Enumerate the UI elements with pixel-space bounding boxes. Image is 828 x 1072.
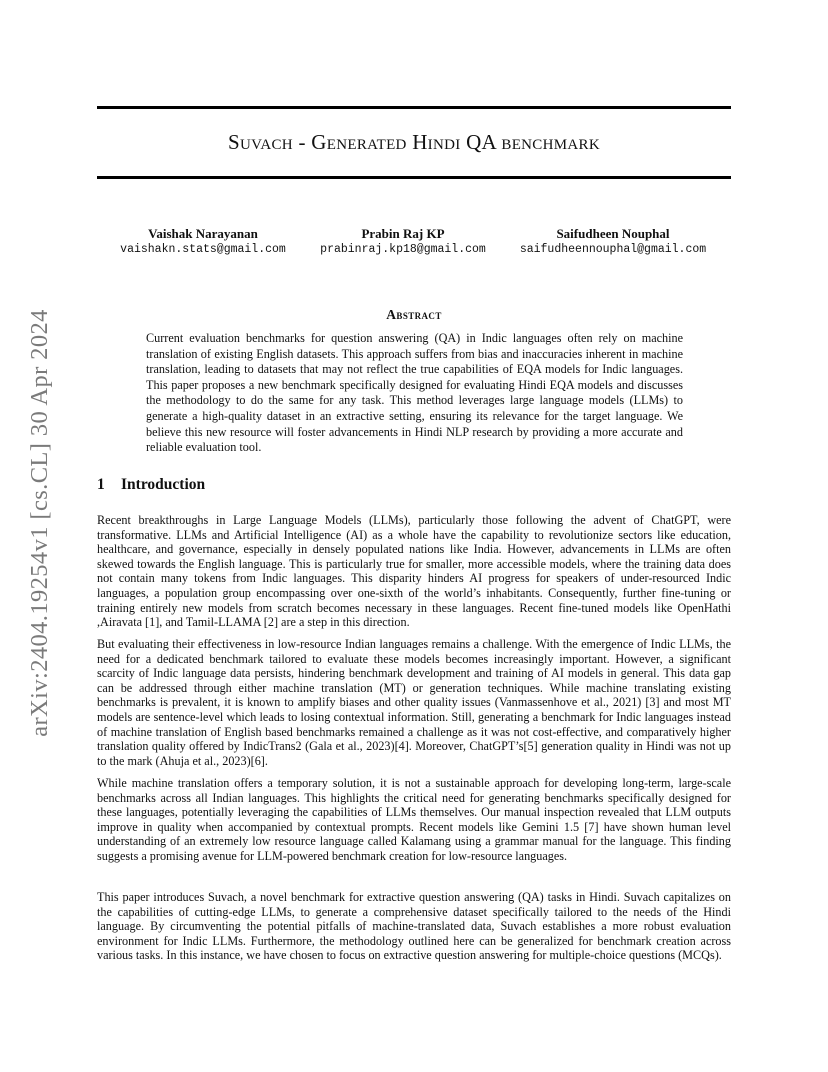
abstract-text: Current evaluation benchmarks for question answering (QA) in Indic languages often rely on machine translation of existing English datasets. This approach suffers from bias and inaccuracies inherent in machine translation, leading to datasets that may not reflect the true capabilities of EQA models for Indic languages. This paper proposes a new benchmark specifically designed for evaluating Hindi EQA models and discusses the methodology to do the same for any task. This method leverages large language models (LLMs) to generate a high-quality dataset in an extractive setting, ensuring its relevance for the target language. We believe this new resource will foster advancements in Hindi NLP research by providing a more accurate and reliable evaluation tool.: [146, 331, 683, 455]
title-bottom-rule: [97, 176, 731, 179]
intro-paragraph-4: This paper introduces Suvach, a novel benchmark for extractive question answering (QA) tasks in Hindi. Suvach capitalizes on the capabilities of cutting-edge LLMs, to generate a comprehensive dataset specifically tailored to the needs of the Hindi language. By circumventing the potential pitfalls of machine-translated data, Suvach establishes a more robust evaluation environment for Indic LLMs. Furthermore, the methodology outlined here can be generalized for benchmark creation across various tasks. In this instance, we have chosen to focus on extractive question answering for multiple-choice questions (MCQs).: [97, 890, 731, 963]
author-name: Vaishak Narayanan: [148, 226, 258, 241]
arxiv-identifier-stamp[interactable]: arXiv:2404.19254v1 [cs.CL] 30 Apr 2024: [26, 309, 53, 737]
author-email[interactable]: vaishakn.stats@gmail.com: [120, 243, 286, 256]
author-name: Prabin Raj KP: [361, 226, 445, 241]
author-block: [488, 226, 738, 258]
section-heading: [97, 476, 205, 494]
intro-paragraph-3: While machine translation offers a temporary solution, it is not a sustainable approach for developing long-term, large-scale benchmarks across all Indian languages. This highlights the critical need for generating benchmarks specifically designed for these languages, potentially leveraging the capabilities of LLMs themselves. Our manual inspection revealed that LLM outputs improve in quality when accompanied by contextual prompts. Recent models like Gemini 1.5 [7] have shown human level understanding of an extremely low resource language called Kalamang using a grammar manual for the language. This finding suggests a promising avenue for LLM-powered benchmark creation for low-resource languages.: [97, 776, 731, 863]
title-top-rule: [97, 106, 731, 109]
intro-paragraph-2: But evaluating their effectiveness in low-resource Indian languages remains a challenge. With the emergence of Indic LLMs, the need for a dedicated benchmark tailored to evaluate these models becomes increasingly important. However, a significant scarcity of Indic language data persists, hindering benchmark development and training of AI models in general. This data gap can be addressed through either machine translation (MT) or generation techniques. While machine translating existing benchmarks is prevalent, it is known to amplify biases and other quality issues (Vanmassenhove et al., 2021) [3] and most MT models are sentence-level which leads to losing contextual information. Still, generating a benchmark for Indic languages instead of machine translation of English based benchmarks remained a challenge as it was not cost-effective, and comparatively higher translation quality offered by IndicTrans2 (Gala et al., 2023)[4]. Moreover, ChatGPT’s[5] generation quality in Hindi was not up to the mark (Ahuja et al., 2023)[6].: [97, 637, 731, 768]
author-email[interactable]: saifudheennouphal@gmail.com: [519, 243, 707, 256]
abstract-heading: Abstract: [386, 307, 442, 322]
paper-title: Suvach - Generated Hindi QA benchmark: [228, 130, 600, 154]
author-email[interactable]: prabinraj.kp18@gmail.com: [320, 243, 486, 256]
author-name: Saifudheen Nouphal: [556, 226, 670, 241]
intro-paragraph-1: Recent breakthroughs in Large Language Models (LLMs), particularly those following the advent of ChatGPT, were transformative. LLMs and Artificial Intelligence (AI) as a whole have the capability to revolutionize sectors like education, healthcare, and governance, especially in densely populated nations like India. However, advancements in LLMs are often skewed towards the English language. This is particularly true for smaller, more accessible models, where the training data does not contain many tokens from Indic languages. This disparity hinders AI progress for speakers of under-resourced Indic languages, a population group encompassing over one-sixth of the world’s inhabitants. Consequently, further fine-tuning or training entirely new models from scratch becomes necessary in these languages. Recent fine-tuned models like OpenHathi ,Airavata [1], and Tamil-LLAMA [2] are a step in this direction.: [97, 513, 731, 630]
section-title: Introduction: [121, 476, 206, 493]
section-number: 1: [97, 476, 105, 493]
